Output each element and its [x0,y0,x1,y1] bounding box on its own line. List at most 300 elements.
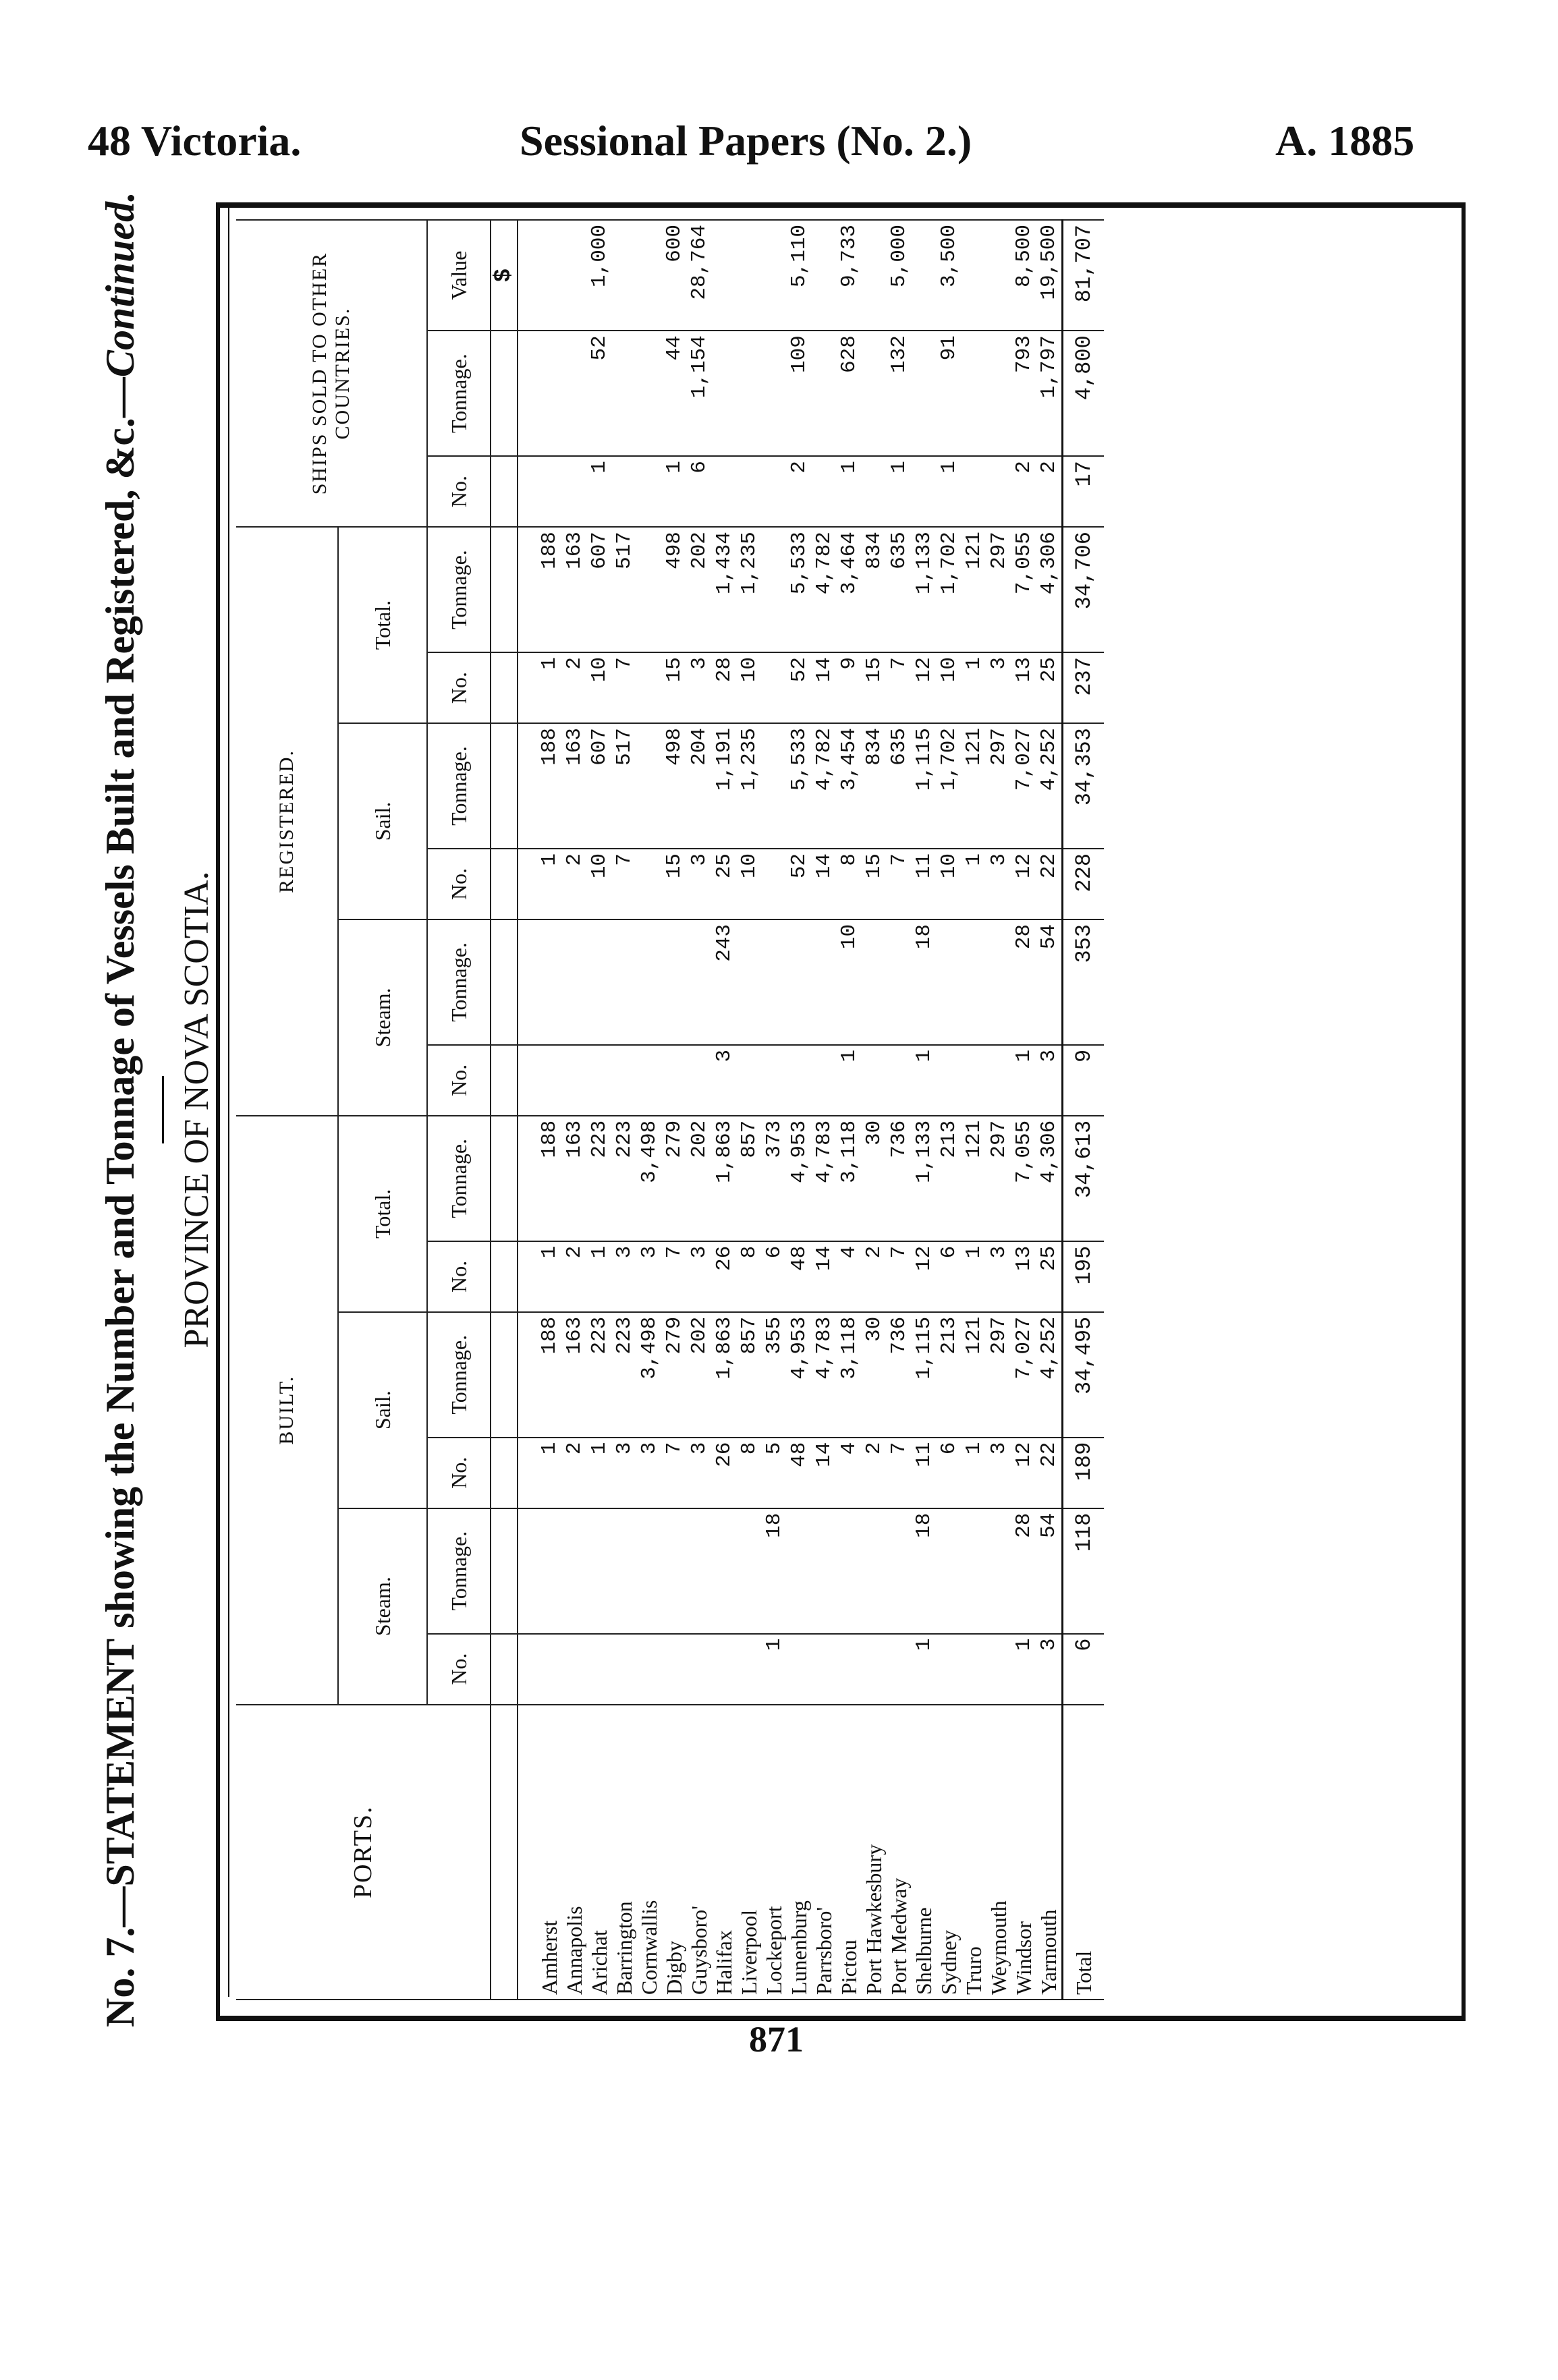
value-cell: 3 [712,1045,737,1116]
value-cell: 3,464 [837,527,862,652]
value-cell [687,1634,712,1705]
value-cell: 22 [1036,849,1063,919]
table-row [587,220,612,2000]
value-cell [737,1508,762,1634]
col-tonnage: Tonnage. [427,1116,491,1241]
value-cell: 188 [518,1116,562,1241]
value-cell: 4,783 [812,1312,837,1438]
spacer-cell [491,1705,518,2000]
value-cell: 223 [587,1312,612,1438]
value-cell: 26 [712,1241,737,1312]
value-cell [612,1045,637,1116]
value-cell: 1,863 [712,1312,737,1438]
value-cell: 52 [787,652,812,723]
value-cell: 1 [1011,1634,1036,1705]
value-cell: 8,500 [1011,220,1036,331]
value-cell [962,331,986,456]
page-number: 871 [749,2019,804,2060]
value-cell: 3 [1036,1045,1063,1116]
value-cell: 243 [712,919,737,1045]
value-cell: 10 [587,849,612,919]
value-cell [812,456,837,527]
table-row [862,220,887,2000]
running-head-left: 48 Victoria. [88,117,302,165]
value-cell: 4,306 [1036,1116,1063,1241]
value-cell [887,919,912,1045]
value-cell: 1 [962,652,986,723]
value-cell: 1,115 [912,1312,937,1438]
province-heading: PROVINCE OF NOVA SCOTIA. [177,219,217,2000]
value-cell [762,527,787,652]
value-cell [712,1508,737,1634]
value-cell: 4 [837,1241,862,1312]
value-cell: 7 [662,1438,687,1508]
port-name-cell: Port Medway [887,1705,912,2000]
port-name-cell: Lunenburg [787,1705,812,2000]
value-cell: 118 [1063,1508,1105,1634]
value-cell: 1 [587,1438,612,1508]
value-cell: 736 [887,1312,912,1438]
value-cell [787,919,812,1045]
value-cell: 7,027 [1011,1312,1036,1438]
value-cell [662,1045,687,1116]
table-row [687,220,712,2000]
value-cell: 12 [912,1241,937,1312]
value-cell: 17 [1063,456,1105,527]
table-row [562,220,587,2000]
value-cell: 1,133 [912,1116,937,1241]
value-cell: 25 [1036,1241,1063,1312]
value-cell: 202 [687,1312,712,1438]
col-tonnage: Tonnage. [427,919,491,1045]
value-cell: 1 [887,456,912,527]
value-cell: 4,800 [1063,331,1105,456]
value-cell: 202 [687,527,712,652]
value-cell: 1,154 [687,331,712,456]
value-cell: 7 [662,1241,687,1312]
value-cell: 4 [837,1438,862,1508]
value-cell: 11 [912,1438,937,1508]
value-cell: 498 [662,527,687,652]
built-total-header: Total. [338,1116,427,1312]
port-name-cell: Truro [962,1705,986,2000]
value-cell: 3 [687,849,712,919]
value-cell: 4,953 [787,1116,812,1241]
port-name-cell: Port Hawkesbury [862,1705,887,2000]
value-cell: 3,498 [637,1116,662,1241]
value-cell [662,919,687,1045]
value-cell [937,1634,962,1705]
value-cell: 1 [962,1438,986,1508]
value-cell [662,1508,687,1634]
value-cell [986,220,1011,331]
col-no: No. [427,1045,491,1116]
value-cell: 279 [662,1116,687,1241]
value-cell [637,527,662,652]
value-cell [986,1634,1011,1705]
col-no: No. [427,456,491,527]
value-cell: 1 [912,1634,937,1705]
value-cell: 2 [1011,456,1036,527]
value-cell: 223 [587,1116,612,1241]
value-cell [812,331,837,456]
value-cell: 6 [762,1241,787,1312]
value-cell: 5 [762,1438,787,1508]
value-cell: 7 [887,849,912,919]
value-cell [562,1508,587,1634]
value-cell [862,456,887,527]
value-cell: 3 [986,1438,1011,1508]
value-cell: 279 [662,1312,687,1438]
value-cell: 52 [787,849,812,919]
value-cell [737,220,762,331]
value-cell: 1,133 [912,527,937,652]
running-head-center: Sessional Papers (No. 2.) [520,117,972,165]
value-cell [637,1045,662,1116]
value-cell [562,1634,587,1705]
value-cell [812,220,837,331]
value-cell: 15 [662,849,687,919]
value-cell [737,331,762,456]
value-cell: 4,306 [1036,527,1063,652]
value-cell: 297 [986,723,1011,849]
value-cell: 19,500 [1036,220,1063,331]
value-cell: 6 [1063,1634,1105,1705]
value-cell [687,919,712,1045]
table-row [762,220,787,2000]
built-header: BUILT. [236,1116,338,1705]
value-cell: 188 [518,723,562,849]
value-cell: 18 [912,919,937,1045]
value-cell: 28 [1011,1508,1036,1634]
value-cell: 54 [1036,1508,1063,1634]
value-cell [637,652,662,723]
value-cell: 8 [737,1438,762,1508]
value-cell: 48 [787,1241,812,1312]
value-cell: 34,495 [1063,1312,1105,1438]
value-cell: 297 [986,1312,1011,1438]
col-no: No. [427,1438,491,1508]
ports-header: PORTS. [236,1705,491,2000]
port-name-cell: Sydney [937,1705,962,2000]
value-cell [837,1508,862,1634]
value-cell [986,456,1011,527]
value-cell: 1 [518,652,562,723]
port-name-cell: Yarmouth [1036,1705,1063,2000]
col-no: No. [427,652,491,723]
value-cell [612,1634,637,1705]
value-cell [712,456,737,527]
value-cell: 237 [1063,652,1105,723]
value-cell: 5,533 [787,527,812,652]
value-cell: 9 [1063,1045,1105,1116]
table-row [837,220,862,2000]
value-cell: 3 [986,849,1011,919]
value-cell: 3 [986,1241,1011,1312]
value-cell: 4,252 [1036,723,1063,849]
value-cell [962,919,986,1045]
value-cell [562,331,587,456]
value-cell: 10 [937,652,962,723]
value-cell [637,1634,662,1705]
statement-text: showing the Number and Tonnage of Vessels Built and Registered, &c.— [98,377,142,1628]
value-cell: 607 [587,723,612,849]
value-cell: 4,782 [812,527,837,652]
value-cell: 10 [837,919,862,1045]
value-cell: 297 [986,1116,1011,1241]
value-cell: 3,118 [837,1116,862,1241]
value-cell: 1,235 [737,723,762,849]
value-cell: 13 [1011,652,1036,723]
value-cell [637,220,662,331]
table-row [937,220,962,2000]
value-cell: 1,191 [712,723,737,849]
value-cell: 2 [562,1241,587,1312]
col-tonnage: Tonnage. [427,527,491,652]
value-cell: 3,118 [837,1312,862,1438]
value-cell [812,1508,837,1634]
value-cell [562,1045,587,1116]
built-sail-header: Sail. [338,1312,427,1508]
value-cell: 10 [937,849,962,919]
value-cell: 1 [962,1241,986,1312]
value-cell [937,1508,962,1634]
value-cell: 5,533 [787,723,812,849]
value-cell [962,220,986,331]
value-cell [737,456,762,527]
value-cell [812,1634,837,1705]
value-cell [518,1508,562,1634]
value-cell: 30 [862,1312,887,1438]
value-cell: 5,000 [887,220,912,331]
value-cell: 2 [562,849,587,919]
table-row [518,220,562,2000]
value-cell: 2 [862,1438,887,1508]
value-cell: 30 [862,1116,887,1241]
value-cell: 188 [518,1312,562,1438]
value-cell [986,919,1011,1045]
value-cell: 3 [637,1241,662,1312]
value-cell: 3,500 [937,220,962,331]
value-cell: 52 [587,331,612,456]
value-cell: 18 [912,1508,937,1634]
value-cell [637,919,662,1045]
table-row [962,220,986,2000]
value-cell [986,1508,1011,1634]
table-row [812,220,837,2000]
value-cell: 373 [762,1116,787,1241]
value-cell: 26 [712,1438,737,1508]
value-cell: 213 [937,1312,962,1438]
value-cell [937,919,962,1045]
value-cell: 3 [612,1438,637,1508]
value-cell: 7 [887,652,912,723]
value-cell: 14 [812,1241,837,1312]
value-cell: 1 [912,1045,937,1116]
value-cell: 1 [962,849,986,919]
registered-total-header: Total. [338,527,427,723]
value-cell [518,331,562,456]
value-cell: 793 [1011,331,1036,456]
value-cell [518,919,562,1045]
col-no: No. [427,1241,491,1312]
value-cell [787,1045,812,1116]
value-cell: 213 [937,1116,962,1241]
value-cell: 13 [1011,1241,1036,1312]
value-cell: 44 [662,331,687,456]
value-cell [562,919,587,1045]
port-name-cell: Liverpool [737,1705,762,2000]
value-cell: 1,797 [1036,331,1063,456]
value-cell: 635 [887,723,912,849]
value-cell [862,220,887,331]
value-cell: 1,863 [712,1116,737,1241]
value-cell [862,1045,887,1116]
value-cell: 121 [962,527,986,652]
value-cell: 2 [862,1241,887,1312]
registered-header: REGISTERED. [236,527,338,1116]
value-cell [518,1045,562,1116]
value-cell: 15 [862,652,887,723]
value-cell [962,1045,986,1116]
value-cell [662,1634,687,1705]
col-tonnage: Tonnage. [427,1312,491,1438]
dollar-sign: $ [491,220,518,331]
table-row [712,220,737,2000]
value-cell: 834 [862,723,887,849]
port-name-cell: Arichat [587,1705,612,2000]
value-cell [762,220,787,331]
value-cell: 195 [1063,1241,1105,1312]
port-name-cell: Annapolis [562,1705,587,2000]
value-cell [587,1508,612,1634]
value-cell [612,220,637,331]
value-cell: 3,498 [637,1312,662,1438]
value-cell [962,1634,986,1705]
value-cell [587,919,612,1045]
value-cell: 1,434 [712,527,737,652]
value-cell [762,652,787,723]
value-cell: 3 [612,1241,637,1312]
value-cell [912,331,937,456]
col-tonnage: Tonnage. [427,331,491,456]
value-cell: 2 [562,652,587,723]
value-cell [637,1508,662,1634]
value-cell [887,1634,912,1705]
value-cell: 34,353 [1063,723,1105,849]
table-row [637,220,662,2000]
value-cell [687,1045,712,1116]
value-cell: 6 [937,1438,962,1508]
value-cell: 15 [662,652,687,723]
value-cell [612,331,637,456]
value-cell: 4,783 [812,1116,837,1241]
value-cell [986,331,1011,456]
statement-number: No. 7.— [98,1886,142,2027]
table-row [612,220,637,2000]
value-cell [562,220,587,331]
value-cell [737,1045,762,1116]
running-head-right: A. 1885 [1275,117,1415,165]
value-cell [612,919,637,1045]
port-name-cell: Shelburne [912,1705,937,2000]
port-name-cell: Cornwallis [637,1705,662,2000]
table-row [1011,220,1036,2000]
value-cell: 28 [1011,919,1036,1045]
value-cell: 15 [862,849,887,919]
value-cell: 12 [1011,1438,1036,1508]
value-cell: 163 [562,1312,587,1438]
value-cell [518,220,562,331]
value-cell [562,456,587,527]
value-cell: 2 [1036,456,1063,527]
value-cell: 12 [1011,849,1036,919]
value-cell: 600 [662,220,687,331]
value-cell: 3 [687,1438,712,1508]
value-cell [937,1045,962,1116]
value-cell [862,919,887,1045]
port-name-cell: Halifax [712,1705,737,2000]
value-cell [587,1634,612,1705]
value-cell: 857 [737,1312,762,1438]
value-cell: 6 [937,1241,962,1312]
value-cell [762,1045,787,1116]
port-name-cell: Digby [662,1705,687,2000]
value-cell: 121 [962,723,986,849]
rotated-table-stage [98,191,1430,2027]
value-cell: 3 [986,652,1011,723]
value-cell: 628 [837,331,862,456]
value-cell [812,1045,837,1116]
value-cell: 54 [1036,919,1063,1045]
port-name-cell: Barrington [612,1705,637,2000]
statement-lead: STATEMENT [98,1638,142,1887]
col-no: No. [427,1634,491,1705]
value-cell: 1,235 [737,527,762,652]
value-cell: 4,953 [787,1312,812,1438]
value-cell [712,1634,737,1705]
value-cell: 7 [612,849,637,919]
value-cell: 8 [837,849,862,919]
port-name-cell: Guysboro' [687,1705,712,2000]
value-cell: 297 [986,527,1011,652]
value-cell: 1 [837,1045,862,1116]
value-cell: 1 [662,456,687,527]
value-cell [637,331,662,456]
value-cell: 28,764 [687,220,712,331]
port-name-cell: Lockeport [762,1705,787,2000]
value-cell: 34,706 [1063,527,1105,652]
value-cell [887,1508,912,1634]
value-cell [962,456,986,527]
col-tonnage: Tonnage. [427,723,491,849]
value-cell: 857 [737,1116,762,1241]
value-cell: 28 [712,652,737,723]
value-cell: 9,733 [837,220,862,331]
value-cell [787,1508,812,1634]
value-cell: 12 [912,652,937,723]
value-cell: 1,702 [937,527,962,652]
value-cell: 204 [687,723,712,849]
value-cell: 7,055 [1011,1116,1036,1241]
value-cell: 2 [787,456,812,527]
value-cell [518,1634,562,1705]
table-row [787,220,812,2000]
sold-header: SHIPS SOLD TO OTHER COUNTRIES. [236,220,427,527]
value-cell [762,331,787,456]
value-cell: 4,252 [1036,1312,1063,1438]
value-cell: 635 [887,527,912,652]
